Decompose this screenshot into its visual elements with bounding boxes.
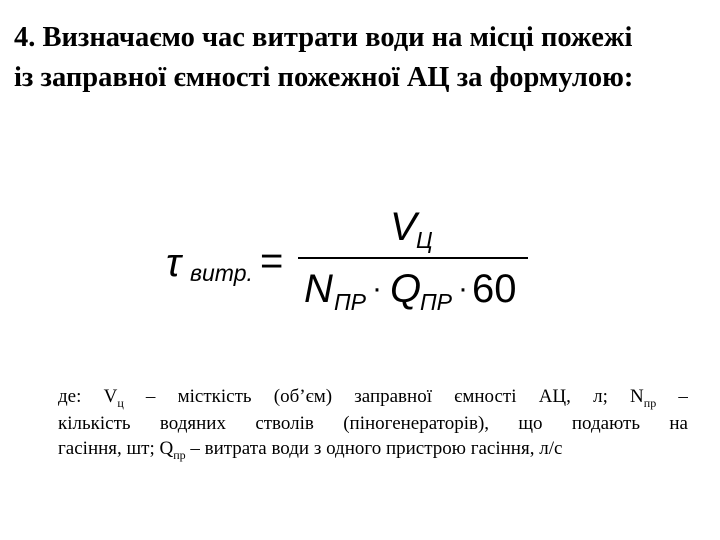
formula-equals: =	[260, 239, 284, 283]
desc-word: ємності	[454, 386, 517, 407]
heading-line-2: із заправної ємності пожежної АЦ за формулою:	[14, 62, 634, 93]
formula-numerator-v: V	[390, 205, 417, 249]
formula-denominator-q: Q	[390, 267, 422, 311]
formula-denominator-q-subscript: ПР	[420, 289, 453, 315]
formula-constant: 60	[472, 267, 517, 311]
desc-word: (піногенераторів),	[343, 413, 490, 434]
formula-numerator-subscript: Ц	[416, 227, 433, 253]
desc-word: л;	[593, 386, 608, 407]
formula-dot-1: ·	[372, 272, 382, 305]
desc-count-symbol: $N_{пр}$	[630, 386, 657, 410]
formula-svg	[166, 198, 546, 318]
formula-tau: τ	[166, 241, 181, 285]
slide-heading	[14, 18, 714, 98]
desc-word: кількість	[58, 413, 131, 434]
desc-word: на	[669, 413, 688, 434]
desc-word: місткість	[177, 386, 252, 407]
desc-text: – витрата води з одного пристрою гасіння, л/с	[185, 438, 563, 459]
formula-denominator-n-subscript: ПР	[334, 289, 367, 315]
desc-word: де:	[58, 386, 82, 407]
variable-description	[58, 384, 688, 463]
desc-word: подають	[571, 413, 641, 434]
desc-word: стволів	[255, 413, 314, 434]
description-line-1	[58, 384, 688, 411]
heading-line-1: 4. Визначаємо час витрати води на місці пожежі	[14, 22, 633, 53]
desc-flow-subscript: пр	[173, 448, 186, 462]
formula-dot-2: ·	[458, 272, 468, 305]
desc-word: що	[518, 413, 543, 434]
desc-dash: –	[678, 386, 688, 407]
formula-tau-subscript: витр.	[190, 260, 253, 286]
desc-volume-symbol: $V_ц$	[103, 386, 124, 410]
formula	[166, 198, 546, 318]
desc-word: АЦ,	[538, 386, 571, 407]
desc-text: гасіння, шт; Q	[58, 438, 174, 459]
desc-word: заправної	[354, 386, 432, 407]
description-line-3	[58, 436, 688, 463]
desc-count-subscript: пр	[643, 396, 657, 410]
desc-volume-subscript: ц	[117, 396, 124, 410]
desc-dash: –	[145, 386, 156, 407]
description-line-2	[58, 411, 688, 436]
desc-word: водяних	[159, 413, 226, 434]
formula-denominator-n: N	[304, 267, 333, 311]
desc-word: (об’єм)	[273, 386, 333, 407]
